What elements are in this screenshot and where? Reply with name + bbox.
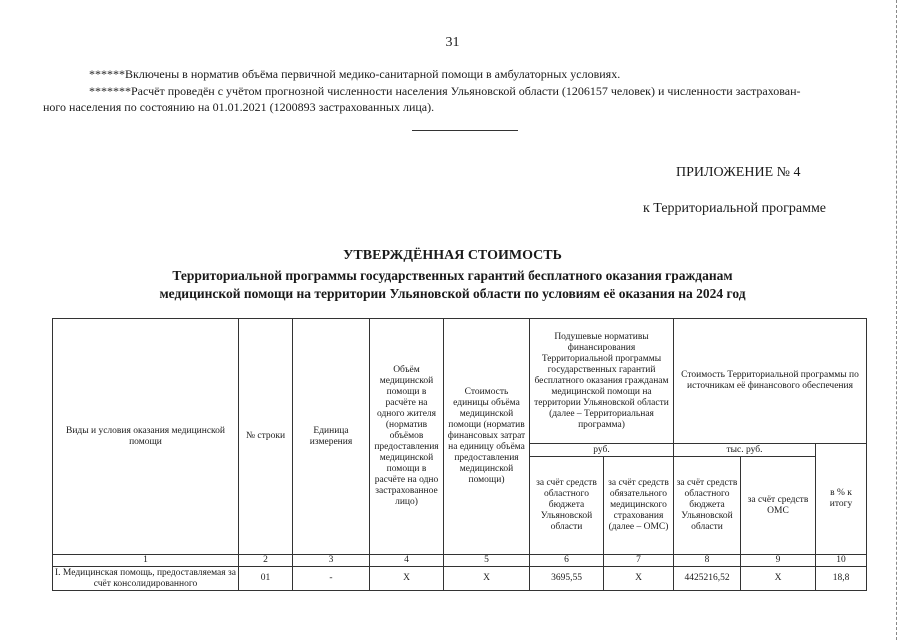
row-tc-regional: 4425216,52 xyxy=(674,567,741,591)
appendix-reference: к Территориальной программе xyxy=(643,201,827,216)
column-number: 9 xyxy=(741,555,816,567)
header-kinds: Виды и условия оказания медицинской помощи xyxy=(53,319,239,555)
header-unit: Единица измерения xyxy=(293,319,370,555)
page-number: 31 xyxy=(445,35,460,50)
header-row-number: № строки xyxy=(239,319,293,555)
cost-table xyxy=(52,318,867,591)
row-tc-oms: Х xyxy=(741,567,816,591)
row-unit-cost: Х xyxy=(444,567,530,591)
footnote-population-line1: *******Расчёт проведён с учётом прогнозной численности населения Ульяновской области (1206157 человек) и численности застрахован- xyxy=(89,84,801,98)
row-name xyxy=(53,567,239,591)
document-title: УТВЕРЖДЁННАЯ СТОИМОСТЬ xyxy=(343,248,562,263)
separator-line xyxy=(412,130,518,131)
column-number: 3 xyxy=(293,555,370,567)
header-rub: руб. xyxy=(530,444,674,457)
column-number: 7 xyxy=(604,555,674,567)
row-percent-total: 18,8 xyxy=(816,567,867,591)
row-number: 01 xyxy=(239,567,293,591)
column-number: 5 xyxy=(444,555,530,567)
row-pc-oms: Х xyxy=(604,567,674,591)
row-unit: - xyxy=(293,567,370,591)
header-volume: Объём медицинской помощи в расчёте на одного жителя (норматив объёмов предоставления медицинской помощи в расчёте на одно застрахованное лицо) xyxy=(370,319,444,555)
document-subtitle-line2: медицинской помощи на территории Ульяновской области по условиям её оказания на 2024 год xyxy=(159,286,746,301)
header-pc-regional: за счёт средств областного бюджета Ульяновской области xyxy=(530,457,604,555)
column-number: 4 xyxy=(370,555,444,567)
appendix-label: ПРИЛОЖЕНИЕ № 4 xyxy=(676,165,801,180)
header-pc-oms: за счёт средств обязательного медицинского страхования (далее – ОМС) xyxy=(604,457,674,555)
column-number: 10 xyxy=(816,555,867,567)
header-tc-oms: за счёт средств ОМС xyxy=(741,457,816,555)
footnote-population-line2: ного населения по состоянию на 01.01.2021 (1200893 застрахованных лица). xyxy=(43,100,435,114)
row-pc-regional: 3695,55 xyxy=(530,567,604,591)
column-numbers-row xyxy=(53,555,867,567)
column-number: 1 xyxy=(53,555,239,567)
row-volume: Х xyxy=(370,567,444,591)
table-row xyxy=(53,567,867,591)
header-tc-regional: за счёт средств областного бюджета Ульяновской области xyxy=(674,457,741,555)
document-subtitle-line1: Территориальной программы государственных гарантий бесплатного оказания гражданам xyxy=(172,268,733,283)
header-thousand-rub: тыс. руб. xyxy=(674,444,816,457)
row-name-text: I. Медицинская помощь, предоставляемая за счёт консолидированного xyxy=(55,567,236,589)
scan-edge xyxy=(896,0,897,640)
header-percent-total: в % к итогу xyxy=(816,444,867,555)
column-number: 6 xyxy=(530,555,604,567)
header-total-cost: Стоимость Территориальной программы по источникам её финансового обеспечения xyxy=(674,319,867,444)
header-per-capita: Подушевые нормативы финансирования Территориальной программы государственных гарантий бесплатного оказания гражданам медицинской помощи на территории Ульяновской области (далее – Территориальная программа) xyxy=(530,319,674,444)
column-number: 8 xyxy=(674,555,741,567)
column-number: 2 xyxy=(239,555,293,567)
header-unit-cost: Стоимость единицы объёма медицинской помощи (норматив финансовых затрат на единицу объёма предоставления медицинской помощи) xyxy=(444,319,530,555)
footnote-ambulatory: ******Включены в норматив объёма первичной медико-санитарной помощи в амбулаторных условиях. xyxy=(89,67,621,81)
